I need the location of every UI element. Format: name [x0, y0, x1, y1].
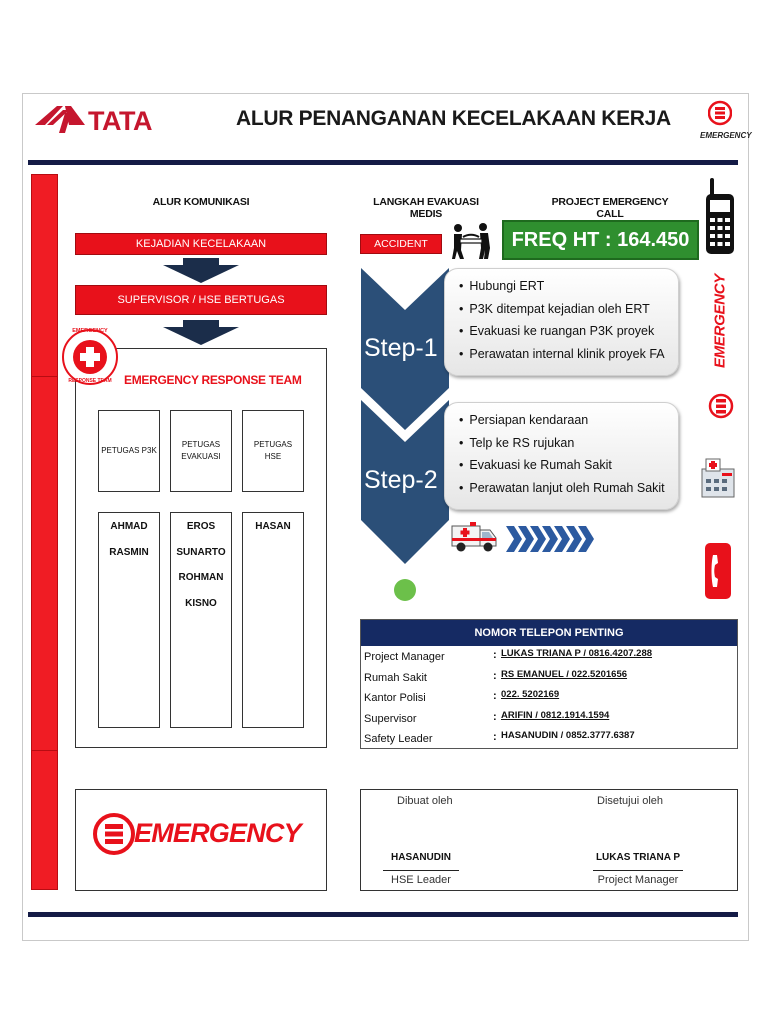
- ert-badge-bottom: RESPONSE TEAM: [68, 378, 112, 384]
- maker-name: HASANUDIN: [391, 852, 451, 863]
- phone-row-value: LUKAS TRIANA P / 0816.4207.288: [501, 648, 653, 659]
- red-bar-divider: [31, 376, 58, 377]
- emergency-e-icon: [92, 812, 136, 856]
- member-name: ROHMAN: [178, 572, 224, 583]
- step1-item: • Perawatan internal klinik proyek FA: [459, 343, 678, 366]
- approver-name: LUKAS TRIANA P: [595, 852, 681, 863]
- flow-step-supervisor: SUPERVISOR / HSE BERTUGAS: [75, 285, 327, 315]
- phone-row-sep: :: [493, 690, 497, 702]
- emergency-e-icon: [708, 100, 732, 126]
- phone-row-value: ARIFIN / 0812.1914.1594: [501, 709, 610, 721]
- ert-title: EMERGENCY RESPONSE TEAM: [124, 373, 302, 387]
- members-hse: [242, 512, 304, 728]
- approver-signature-line: [593, 870, 683, 871]
- step2-item: • Telp ke RS rujukan: [459, 432, 678, 455]
- phone-row-label: Rumah Sakit: [364, 671, 427, 684]
- chevron-arrows-icon: [506, 526, 596, 552]
- step2-panel: [444, 402, 679, 510]
- phone-row-value: 022. 5202169: [501, 689, 560, 700]
- emergency-badge: [700, 100, 752, 144]
- evacuation-heading: LANGKAH EVAKUASI MEDIS: [373, 196, 479, 220]
- red-bar-divider: [31, 750, 58, 751]
- signature-box: [360, 789, 738, 891]
- phone-row-label: Kantor Polisi: [364, 692, 426, 704]
- walkie-talkie-icon: [704, 178, 736, 256]
- member-name: AHMAD: [110, 521, 148, 532]
- accident-label: ACCIDENT: [360, 234, 442, 254]
- page-title: ALUR PENANGANAN KECELAKAAN KERJA: [236, 107, 671, 130]
- phone-row-value: RS EMANUEL / 022.5201656: [501, 668, 628, 680]
- left-red-bar: [31, 174, 58, 890]
- phone-row-sep: :: [493, 649, 497, 661]
- step2-item: • Persiapan kendaraan: [459, 409, 678, 432]
- phone-row: [361, 667, 737, 688]
- members-evakuasi: [170, 512, 232, 728]
- emergency-badge-label: EMERGENCY: [700, 131, 752, 140]
- step2-item: • Perawatan lanjut oleh Rumah Sakit: [459, 477, 678, 500]
- phone-row-value: HASANUDIN / 0852.3777.6387: [501, 730, 635, 741]
- tata-logo-mark: [35, 103, 87, 139]
- step1-item: • Evakuasi ke ruangan P3K proyek: [459, 320, 678, 343]
- step1-label: Step-1: [364, 334, 438, 362]
- maker-signature-line: [383, 870, 459, 871]
- header-rule: [28, 160, 738, 165]
- call-heading: PROJECT EMERGENCY CALL: [551, 196, 669, 220]
- emergency-vertical-label: [700, 268, 740, 374]
- emergency-logo-box: [75, 789, 327, 891]
- ert-badge-top: EMERGENCY: [72, 328, 108, 334]
- ert-badge: [61, 328, 119, 386]
- member-name: EROS: [186, 521, 216, 532]
- emergency-logo-text: EMERGENCY: [134, 818, 301, 848]
- flow-step-accident: KEJADIAN KECELAKAAN: [75, 233, 327, 255]
- tata-logo: TATA: [88, 106, 152, 136]
- step2-label: Step-2: [364, 466, 438, 494]
- phone-row: [361, 646, 737, 667]
- phone-row-label: Project Manager: [364, 651, 445, 663]
- phone-row-label: Safety Leader: [364, 733, 433, 745]
- step1-panel: [444, 268, 679, 376]
- made-by-label: Dibuat oleh: [397, 795, 453, 807]
- phone-row: [361, 708, 737, 729]
- role-p3k: PETUGAS P3K: [98, 410, 160, 492]
- flow-arrow-down-icon: [163, 327, 239, 345]
- role-evakuasi: PETUGAS EVAKUASI: [170, 410, 232, 492]
- members-p3k: [98, 512, 160, 728]
- phone-row-sep: :: [493, 669, 497, 682]
- hospital-icon: [700, 455, 736, 499]
- end-dot: [394, 579, 416, 601]
- phone-icon: [705, 543, 731, 599]
- role-hse: PETUGAS HSE: [242, 410, 304, 492]
- stretcher-icon: [450, 222, 492, 260]
- step1-item: • Hubungi ERT: [459, 275, 678, 298]
- step-chevrons: [361, 268, 449, 570]
- phone-row-label: Supervisor: [364, 712, 417, 725]
- approver-role: Project Manager: [597, 874, 679, 886]
- communication-heading: ALUR KOMUNIKASI: [152, 196, 250, 208]
- phone-row-sep: :: [493, 731, 497, 743]
- flow-arrow-down-icon: [163, 265, 239, 283]
- member-name: KISNO: [185, 597, 217, 609]
- phone-table: [360, 619, 738, 749]
- footer-rule: [28, 912, 738, 917]
- emergency-vertical-text: EMERGENCY: [711, 274, 729, 368]
- member-name: RASMIN: [109, 546, 149, 558]
- step2-item: • Evakuasi ke Rumah Sakit: [459, 454, 678, 477]
- phone-row: [361, 687, 737, 708]
- member-name: SUNARTO: [176, 546, 226, 558]
- step1-item: • P3K ditempat kejadian oleh ERT: [459, 298, 678, 321]
- freq-ht-display: FREQ HT : 164.450: [502, 220, 699, 260]
- phone-row-sep: :: [493, 710, 497, 723]
- maker-role: HSE Leader: [391, 874, 451, 886]
- ambulance-icon: [450, 520, 498, 554]
- emergency-e-icon: [708, 388, 734, 424]
- approved-by-label: Disetujui oleh: [597, 795, 664, 807]
- phone-row: [361, 728, 737, 749]
- member-name: HASAN: [255, 521, 291, 532]
- phone-table-title: NOMOR TELEPON PENTING: [361, 620, 737, 646]
